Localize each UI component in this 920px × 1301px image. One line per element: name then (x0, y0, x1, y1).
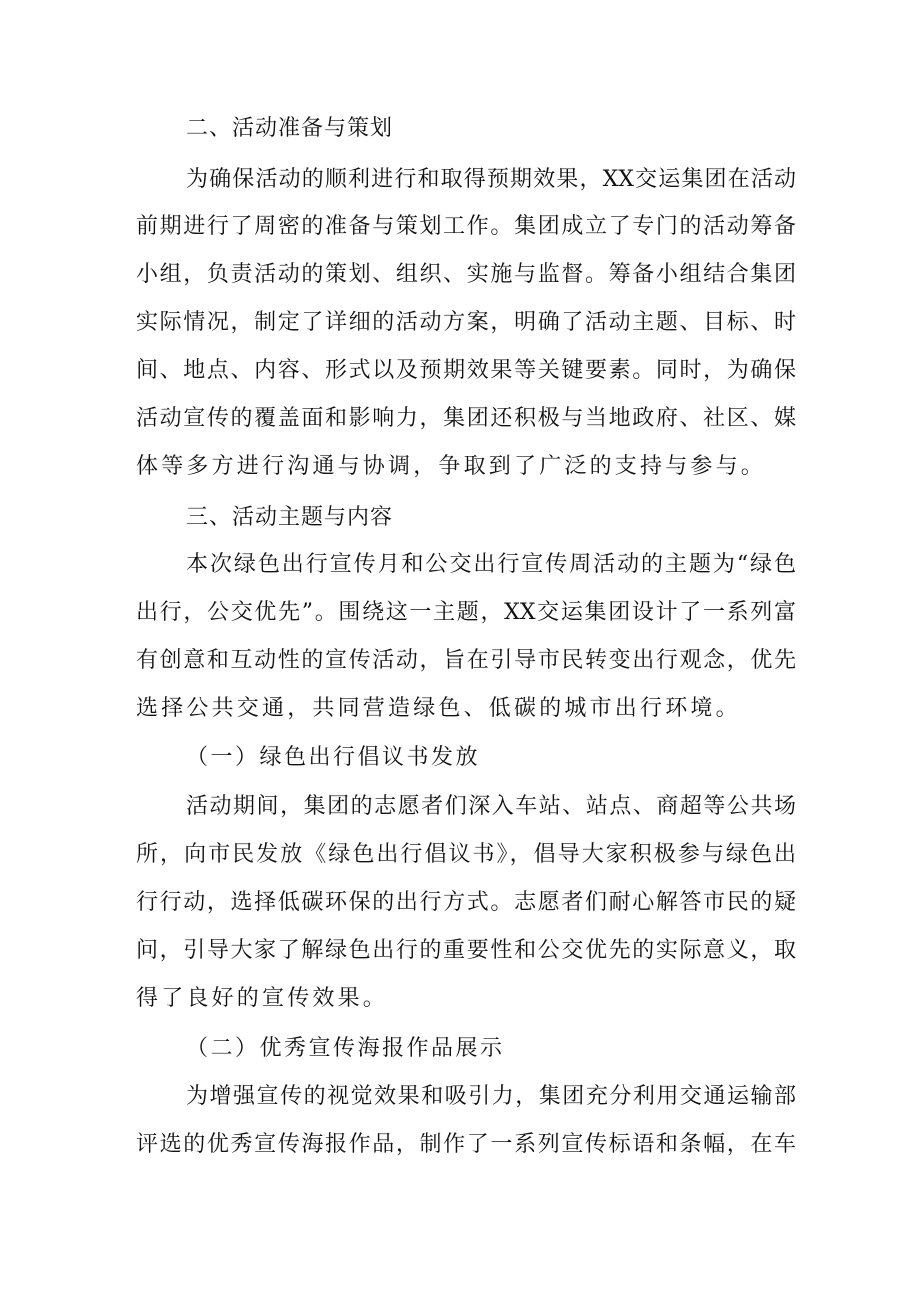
paragraph-line: 小组，负责活动的策划、组织、实施与监督。筹备小组结合集团 (136, 262, 796, 287)
paragraph-line: 出行，公交优先”。围绕这一主题，XX交运集团设计了一系列富 (136, 600, 796, 625)
paragraph-line: 实际情况，制定了详细的活动方案，明确了活动主题、目标、时 (136, 310, 796, 335)
section-heading-theme: 三、活动主题与内容 (186, 505, 394, 530)
paragraph-line: 问，引导大家了解绿色出行的重要性和公交优先的实际意义，取 (136, 938, 796, 963)
paragraph-line: 活动宣传的覆盖面和影响力，集团还积极与当地政府、社区、媒 (136, 406, 796, 431)
section-heading-preparation: 二、活动准备与策划 (186, 116, 394, 141)
paragraph-line: 体等多方进行沟通与协调，争取到了广泛的支持与参与。 (136, 454, 767, 479)
paragraph-line: 得了良好的宣传效果。 (136, 986, 389, 1011)
paragraph-line: 评选的优秀宣传海报作品，制作了一系列宣传标语和条幅，在车 (136, 1132, 796, 1157)
paragraph-line: 有创意和互动性的宣传活动，旨在引导市民转变出行观念，优先 (136, 648, 796, 673)
paragraph-line: 前期进行了周密的准备与策划工作。集团成立了专门的活动筹备 (136, 214, 796, 239)
paragraph-line: 为增强宣传的视觉效果和吸引力，集团充分利用交通运输部 (186, 1084, 796, 1109)
paragraph-line: 选择公共交通，共同营造绿色、低碳的城市出行环境。 (136, 696, 741, 721)
paragraph-line: 间、地点、内容、形式以及预期效果等关键要素。同时，为确保 (136, 358, 796, 383)
subsection-heading-initiative: （一）绿色出行倡议书发放 (186, 745, 481, 770)
subsection-heading-posters: （二）优秀宣传海报作品展示 (186, 1036, 505, 1061)
paragraph-line: 所，向市民发放《绿色出行倡议书》，倡导大家积极参与绿色出 (136, 842, 796, 867)
paragraph-line: 本次绿色出行宣传月和公交出行宣传周活动的主题为“绿色 (186, 552, 796, 577)
paragraph-line: 活动期间，集团的志愿者们深入车站、站点、商超等公共场 (186, 794, 796, 819)
paragraph-line: 行行动，选择低碳环保的出行方式。志愿者们耐心解答市民的疑 (136, 890, 796, 915)
paragraph-line: 为确保活动的顺利进行和取得预期效果，XX交运集团在活动 (186, 167, 796, 192)
